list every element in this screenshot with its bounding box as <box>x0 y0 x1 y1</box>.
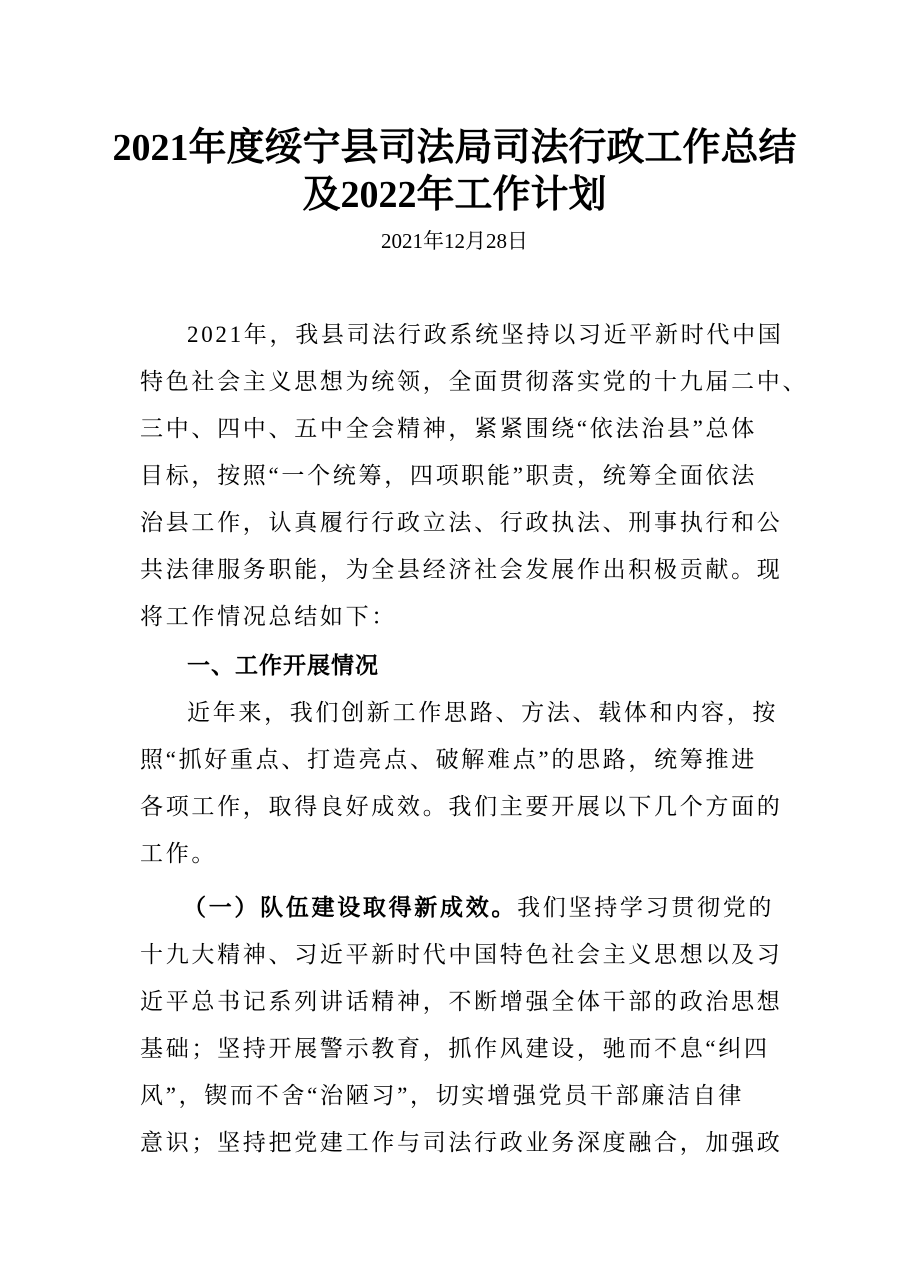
section-paragraph-line: 各项工作，取得良好成效。我们主要开展以下几个方面的 <box>140 794 783 819</box>
section-heading: 一、工作开展情况 <box>187 652 379 678</box>
subsection-line: 基础；坚持开展警示教育，抓作风建设，驰而不息“纠四 <box>140 1036 770 1061</box>
subsection-text: 我们坚持学习贯彻党的 <box>517 895 775 920</box>
intro-line: 共法律服务职能，为全县经济社会发展作出积极贡献。现 <box>140 557 783 582</box>
intro-line: 将工作情况总结如下： <box>140 604 397 629</box>
subsection-heading: （一）队伍建设取得新成效。 <box>183 895 518 920</box>
intro-line: 三中、四中、五中全会精神，紧紧围绕“依法治县”总体 <box>140 416 757 441</box>
intro-line: 2021年，我县司法行政系统坚持以习近平新时代中国 <box>187 322 784 347</box>
section-paragraph-line: 照“抓好重点、打造亮点、破解难点”的思路，统筹推进 <box>140 747 757 772</box>
subsection-line: 近平总书记系列讲话精神，不断增强全体干部的政治思想 <box>140 989 783 1014</box>
intro-line: 特色社会主义思想为统领，全面贯彻落实党的十九届二中、 <box>140 369 809 394</box>
subsection-line: 风”，锲而不舍“治陋习”，切实增强党员干部廉洁自律 <box>140 1083 745 1108</box>
intro-line: 治县工作，认真履行行政立法、行政执法、刑事执行和公 <box>140 510 783 535</box>
document-date: 2021年12月28日 <box>381 229 528 253</box>
document-title-line-1: 2021年度绥宁县司法局司法行政工作总结 <box>112 127 797 169</box>
subsection-line: 十九大精神、习近平新时代中国特色社会主义思想以及习 <box>140 942 783 967</box>
section-paragraph-line: 近年来，我们创新工作思路、方法、载体和内容，按 <box>187 700 779 725</box>
subsection-first-line <box>183 893 783 923</box>
section-paragraph-line: 工作。 <box>140 841 218 866</box>
intro-line: 目标，按照“一个统筹，四项职能”职责，统筹全面依法 <box>140 463 757 488</box>
subsection-line: 意识；坚持把党建工作与司法行政业务深度融合，加强政 <box>140 1130 783 1155</box>
document-title-line-2: 及2022年工作计划 <box>302 174 607 216</box>
